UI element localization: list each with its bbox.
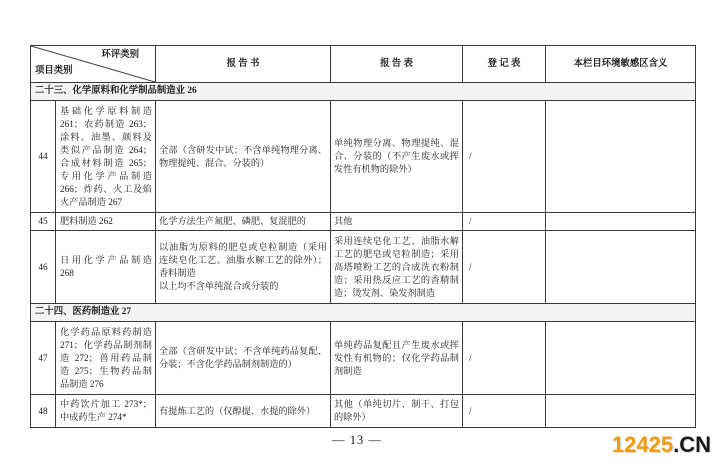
row-number: 47 — [31, 322, 56, 395]
project-category-line: 261；农药制造 263； — [60, 118, 152, 129]
section-title: 二十三、化学原料和化学制品制造业 26 — [31, 83, 696, 101]
report-form-line: 其他（单纯切片、制干、打包 — [334, 399, 459, 409]
registration-cell: / — [463, 101, 546, 213]
page-number: — 13 — — [332, 433, 382, 447]
report-book-line: 分装；不含化学药品制剂制造的） — [159, 359, 297, 369]
header-assessment-category: 环评类别 — [101, 50, 139, 60]
sensitive-area-cell — [546, 213, 696, 231]
report-form-line: 剂制造 — [334, 365, 362, 376]
report-form-cell — [331, 101, 463, 213]
report-book-line: 有提炼工艺的（仅醇提、水提的除外） — [159, 405, 316, 416]
project-category-line: 271；化学药品制剂制 — [60, 339, 152, 350]
report-book-line: 以上均不含单纯混合或分装的 — [159, 281, 279, 291]
header-sensitive-area: 本栏目环境敏感区含义 — [546, 46, 696, 83]
report-form-cell — [331, 231, 463, 304]
report-form-cell — [331, 322, 463, 395]
report-book-cell — [156, 101, 331, 213]
project-category-line: 专用化学产品制造 — [60, 170, 152, 181]
project-category-line: 日用化学产品制造 — [60, 255, 152, 265]
report-book-cell — [156, 231, 331, 304]
sensitive-area-cell — [546, 395, 696, 428]
row-number: 46 — [31, 231, 56, 304]
project-category-line: 基础化学原料制造 — [60, 105, 152, 116]
project-category-line: 造 272；兽用药品制 — [60, 352, 152, 363]
section-title: 二十四、医药制造业 27 — [31, 304, 696, 322]
report-form-line: 工艺的肥皂或皂粒制造；采用 — [334, 248, 459, 259]
sensitive-area-cell — [546, 101, 696, 213]
report-form-line: 单纯药品复配且产生废水或挥 — [334, 339, 459, 350]
diagonal-header-cell — [31, 46, 156, 83]
report-form-line: 合、分装的（不产生废水或挥 — [334, 151, 459, 161]
project-category-line: 造 275；生物药品制 — [60, 365, 152, 376]
watermark-digits: 12425 — [611, 432, 674, 457]
report-form-line: 的除外） — [334, 412, 371, 422]
registration-cell: / — [463, 395, 546, 428]
project-category-line: 中成药生产 274* — [60, 412, 127, 422]
row-number: 48 — [31, 395, 56, 428]
report-book-line: 连续皂化工艺、油脂水解工艺的除外）； — [159, 255, 327, 265]
project-category-line: 中药饮片加工 273*； — [60, 399, 152, 409]
report-form-line: 发性有机物的除外） — [334, 164, 417, 174]
report-book-cell — [156, 395, 331, 428]
project-category-line: 266；炸药、火工及焰 — [60, 183, 152, 194]
project-category-line: 火产品制造 267 — [60, 196, 123, 207]
header-registration: 登 记 表 — [463, 46, 546, 83]
report-form-line: 采用连续皂化工艺、油脂水解 — [334, 235, 459, 246]
report-form-cell — [331, 395, 463, 428]
project-category-cell — [56, 395, 156, 428]
sensitive-area-cell — [546, 231, 696, 304]
header-report-book: 报 告 书 — [156, 46, 331, 83]
project-category-cell — [56, 231, 156, 304]
project-category-line: 品制造 276 — [60, 378, 104, 389]
sensitive-area-cell — [546, 322, 696, 395]
table-header-row — [31, 46, 696, 83]
project-category-cell — [56, 101, 156, 213]
project-category-line: 涂料、油墨、颜料及 — [60, 131, 152, 142]
project-category-line: 肥料制造 262 — [60, 216, 113, 226]
row-number: 44 — [31, 101, 56, 213]
report-book-line: 香料制造 — [159, 268, 196, 278]
header-project-category: 项目类别 — [35, 66, 73, 76]
report-form-line: 造；采用热反应工艺的香精制 — [334, 274, 459, 285]
section-row — [31, 304, 696, 322]
report-form-line: 其他 — [334, 216, 353, 226]
table-row — [31, 101, 696, 213]
project-category-line: 化学药品原料药制造 — [60, 326, 152, 337]
report-form-line: 发性有机物的；仅化学药品制 — [334, 352, 459, 363]
project-category-line: 合成材料制造 265； — [60, 157, 152, 168]
report-book-line: 化学方法生产氮肥、磷肥、复混肥的 — [159, 216, 306, 226]
table-row — [31, 395, 696, 428]
site-watermark — [612, 432, 711, 458]
report-form-line: 单纯物理分离、物理提纯、混 — [334, 138, 459, 148]
report-form-line: 高塔喷粉工艺的合成洗衣粉制 — [334, 261, 459, 272]
project-category-line: 268 — [60, 268, 74, 278]
report-book-line: 全部（含研发中试；不含单纯物理分离、 — [159, 144, 327, 155]
watermark-suffix: .CN — [673, 432, 711, 457]
table-row — [31, 322, 696, 395]
project-category-line: 类似产品制造 264； — [60, 144, 152, 155]
report-book-line: 全部（含研发中试；不含单纯药品复配、 — [159, 346, 327, 356]
table-row — [31, 231, 696, 304]
registration-cell: / — [463, 322, 546, 395]
report-book-cell — [156, 213, 331, 231]
row-number: 45 — [31, 213, 56, 231]
report-book-cell — [156, 322, 331, 395]
classification-table — [30, 45, 696, 428]
report-form-line: 造；烫发剂、染发剂制造 — [334, 287, 436, 298]
table-row — [31, 213, 696, 231]
section-row — [31, 83, 696, 101]
project-category-cell — [56, 322, 156, 395]
report-book-line: 以油脂为原料的肥皂或皂粒制造（采用 — [159, 242, 327, 252]
report-form-cell — [331, 213, 463, 231]
registration-cell: / — [463, 231, 546, 304]
header-report-form: 报 告 表 — [331, 46, 463, 83]
registration-cell: / — [463, 213, 546, 231]
report-book-line: 物理提纯、混合、分装的） — [159, 157, 270, 168]
project-category-cell — [56, 213, 156, 231]
